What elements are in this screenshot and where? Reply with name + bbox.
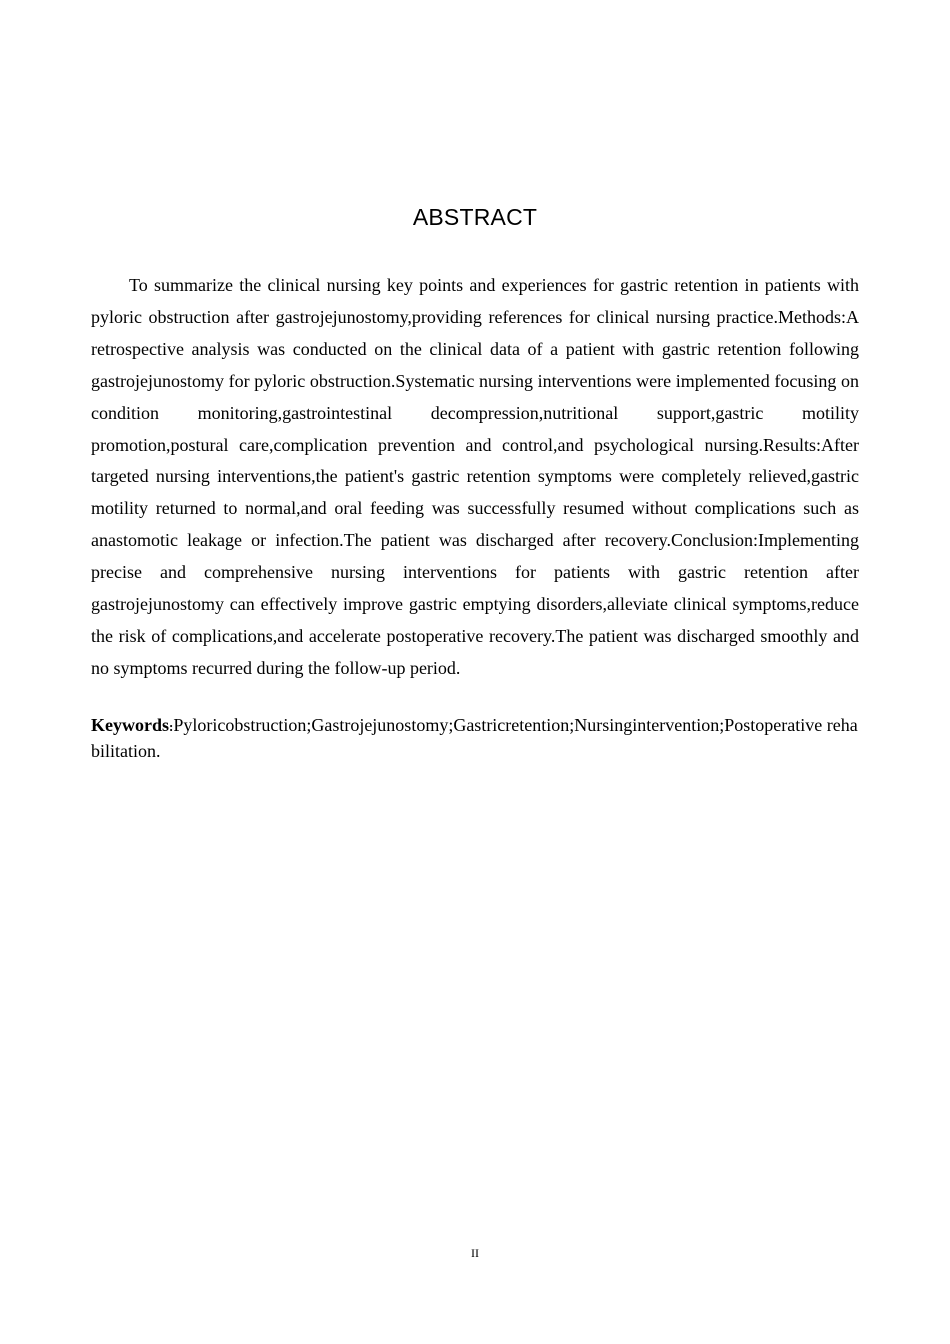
keywords-label: Keywords [91,715,169,735]
page-number: II [471,1246,479,1260]
abstract-paragraph: To summarize the clinical nursing key points and experiences for gastric retention in patients with pyloric obstruction after gastrojejunostomy,providing references for clinical nursing practice.Methods:A retrospective analysis was conducted on the clinical data of a patient with gastric retention following gastrojejunostomy for pyloric obstruction.Systematic nursing interventions were implemented focusing on condition monitoring,gastrointestinal decompression,nutritional support,gastric motility promotion,postural care,complication prevention and control,and psychological nursing.Results:After targeted nursing interventions,the patient's gastric retention symptoms were completely relieved,gastric motility returned to normal,and oral feeding was successfully resumed without complications such as anastomotic leakage or infection.The patient was discharged after recovery.Conclusion:Implementing precise and comprehensive nursing interventions for patients with gastric retention after gastrojejunostomy can effectively improve gastric emptying disorders,alleviate clinical symptoms,reduce the risk of complications,and accelerate postoperative recovery.The patient was discharged smoothly and no symptoms recurred during the follow-up period. [91,275,859,678]
keywords-list: Pyloricobstruction;Gastrojejunostomy;Gastricretention;Nursingintervention;Postoperative rehabilitation. [91,715,858,761]
abstract-heading: ABSTRACT [412,204,538,230]
keywords-separator: : [169,719,174,734]
keywords-line [91,713,859,764]
